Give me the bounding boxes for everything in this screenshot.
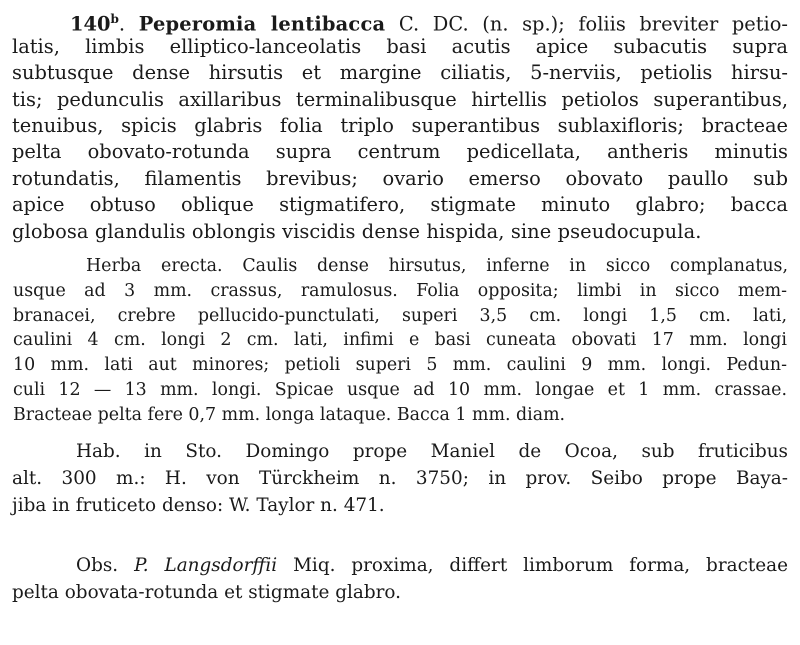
species-name: Peperomia lentibacca [138, 12, 386, 36]
observation-prefix: Obs. [76, 555, 135, 576]
description-line-4: caulini 4 cm. longi 2 cm. lati, infimi e basi cuneata obovati 17 mm. longi [13, 330, 787, 350]
diagnosis-line-3: subtusque dense hirsutis et margine ciliatis, 5-nerviis, petiolis hirsu- [12, 61, 788, 84]
entry-number-suffix: b [110, 12, 119, 26]
description-line-5: 10 mm. lati aut minores; petioli superi 5 mm. caulini 9 mm. longi. Pedun- [13, 355, 787, 375]
observation-line-1 [76, 553, 788, 579]
habitat-line-2: alt. 300 m.: H. von Türckheim n. 3750; in prov. Seibo prope Baya- [12, 468, 788, 489]
habitat-line-3: jiba in fruticeto denso: W. Taylor n. 471. [12, 495, 385, 516]
diagnosis-line-2: latis, limbis elliptico-lanceolatis basi acutis apice subacutis supra [12, 35, 788, 58]
diagnosis-line-1: 140$^b$. Peperomia lentibacca C. DC. (n. sp.); foliis breviter petio- [70, 12, 788, 36]
entry-number: 140 [70, 12, 111, 36]
observation-italic-name: P. Langsdorffii [134, 555, 278, 576]
diagnosis-line-7: rotundatis, filamentis brevibus; ovario emerso obovato paullo sub [12, 167, 788, 190]
diagnosis-line-1-text: C. DC. (n. sp.); foliis breviter petio- [385, 12, 788, 36]
diagnosis-line-9: globosa glandulis oblongis viscidis dense hispida, sine pseudocupula. [12, 220, 702, 243]
diagnosis-line-4: tis; pedunculis axillaribus terminalibusque hirtellis petiolos superantibus, [12, 88, 788, 111]
description-line-2: usque ad 3 mm. crassus, ramulosus. Folia opposita; limbi in sicco mem- [13, 281, 787, 301]
description-line-7: Bracteae pelta fere 0,7 mm. longa lataque. Bacca 1 mm. diam. [13, 405, 566, 425]
description-line-6: culi 12 — 13 mm. longi. Spicae usque ad 10 mm. longae et 1 mm. crassae. [13, 380, 787, 400]
diagnosis-line-8: apice obtuso oblique stigmatifero, stigmate minuto glabro; bacca [12, 193, 788, 216]
description-line-3: branacei, crebre pellucido-punctulati, superi 3,5 cm. longi 1,5 cm. lati, [13, 306, 787, 326]
description-line-1: Herba erecta. Caulis dense hirsutus, inferne in sicco complanatus, [86, 256, 788, 276]
diagnosis-line-5: tenuibus, spicis glabris folia triplo superantibus sublaxifloris; bracteae [12, 114, 788, 137]
observation-line-1-text: Miq. proxima, differt limborum forma, bracteae [277, 555, 789, 576]
habitat-line-1: Hab. in Sto. Domingo prope Maniel de Ocoa, sub fruticibus [76, 441, 788, 462]
diagnosis-line-6: pelta obovato-rotunda supra centrum pedicellata, antheris minutis [12, 140, 788, 163]
observation-line-2: pelta obovata-rotunda et stigmate glabro. [12, 582, 402, 603]
